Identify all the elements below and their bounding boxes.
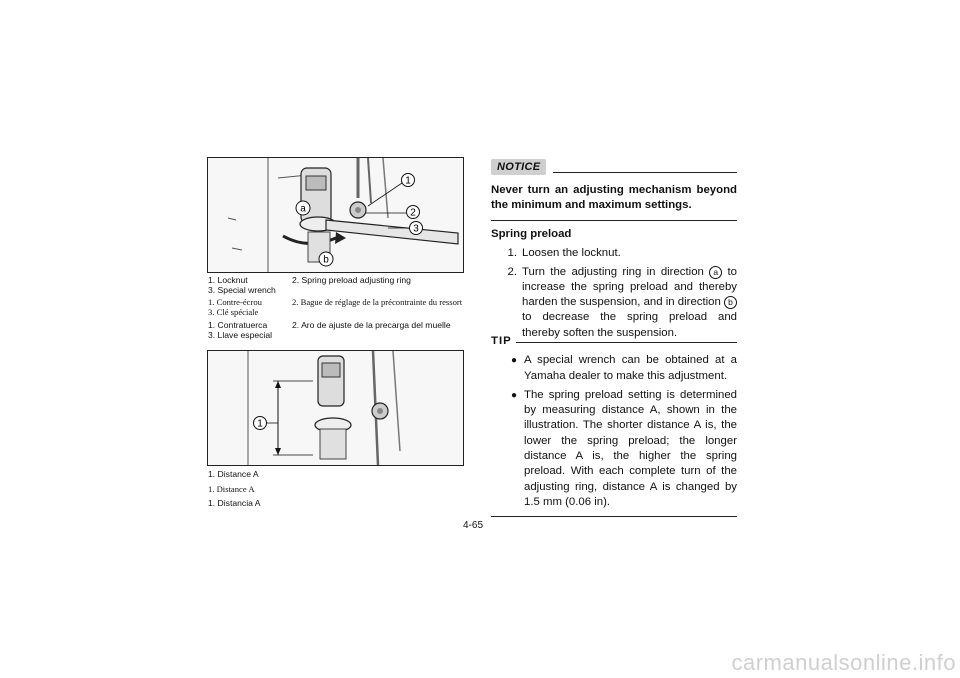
notice-box [491, 157, 737, 221]
spring-preload-section [491, 227, 737, 344]
step-1 [491, 246, 737, 261]
figure2-caption-en: 1. Distance A [208, 469, 259, 479]
bullet-icon: ● [510, 355, 517, 367]
tip-label: TIP [491, 335, 512, 347]
tip-item-text: The spring preload setting is determined by measuring distance A, shown in the illustration. The shorter distance A is, the lower the spring preload; the longer distance A is, the higher the spring preload. With each complete turn of the adjusting ring, distance A is changed by 1.5 mm (0.06 in). [524, 388, 737, 508]
tip-item [491, 353, 737, 384]
direction-b-icon: b [724, 296, 737, 309]
tip-item-text: A special wrench can be obtained at a Yamaha dealer to make this adjustment. [524, 354, 737, 382]
callout-2: 2 [410, 207, 416, 219]
figure1-caption-es [208, 320, 451, 340]
callout-1: 1 [405, 175, 411, 187]
notice-badge: NOTICE [491, 159, 546, 175]
caption-es-3: 3. Llave especial [208, 330, 273, 340]
caption-fr-3: 3. Clé spéciale [208, 307, 259, 317]
step-2 [491, 265, 737, 341]
bullet-icon: ● [510, 389, 517, 401]
figure-spring-preload-adjust [207, 157, 464, 273]
figure-distance-a [207, 350, 464, 466]
tip-bottom-rule [491, 516, 737, 517]
figure2-caption-fr: 1. Distance A [208, 484, 255, 494]
callout-a: a [300, 203, 306, 215]
callout-distance-1: 1 [257, 418, 263, 430]
caption-fr-1: 1. Contre-écrou [208, 297, 262, 307]
figure1-caption-fr [208, 297, 462, 317]
tip-rule [516, 342, 737, 343]
tip-item [491, 388, 737, 510]
step-1-number: 1. [507, 247, 517, 260]
section-heading: Spring preload [491, 228, 572, 240]
direction-a-icon: a [709, 266, 722, 279]
caption-en-2: 2. Spring preload adjusting ring [292, 275, 411, 285]
figure2-caption-es: 1. Distancia A [208, 498, 261, 508]
notice-text: Never turn an adjusting mechanism beyond the minimum and maximum settings. [491, 184, 737, 211]
step-2-text: Turn the adjusting ring in direction a to increase the spring preload and thereby harden the suspension, and in direction b to decrease the spring preload and thereby soften the suspension. [522, 265, 737, 339]
page-number: 4-65 [463, 520, 484, 531]
figure2-callouts [254, 417, 267, 430]
watermark: carmanualsonline.info [731, 650, 956, 675]
caption-en-1: 1. Locknut [208, 275, 248, 285]
caption-es-1: 1. Contratuerca [208, 320, 268, 330]
notice-bottom-rule [491, 220, 737, 221]
callout-b: b [323, 254, 329, 266]
step-2-number: 2. [507, 265, 517, 278]
caption-fr-2: 2. Bague de réglage de la précontrainte du ressort [292, 297, 463, 307]
notice-rule [553, 172, 737, 173]
figure1-caption-en [208, 275, 411, 295]
step-1-text: Loosen the locknut. [522, 247, 621, 260]
illustration-distance-a [208, 351, 463, 465]
caption-en-3: 3. Special wrench [208, 285, 276, 295]
caption-es-2: 2. Aro de ajuste de la precarga del muelle [292, 320, 451, 330]
callout-3: 3 [413, 223, 419, 235]
tip-box [491, 334, 737, 517]
illustration-wrench-adjusting-ring [208, 158, 463, 272]
